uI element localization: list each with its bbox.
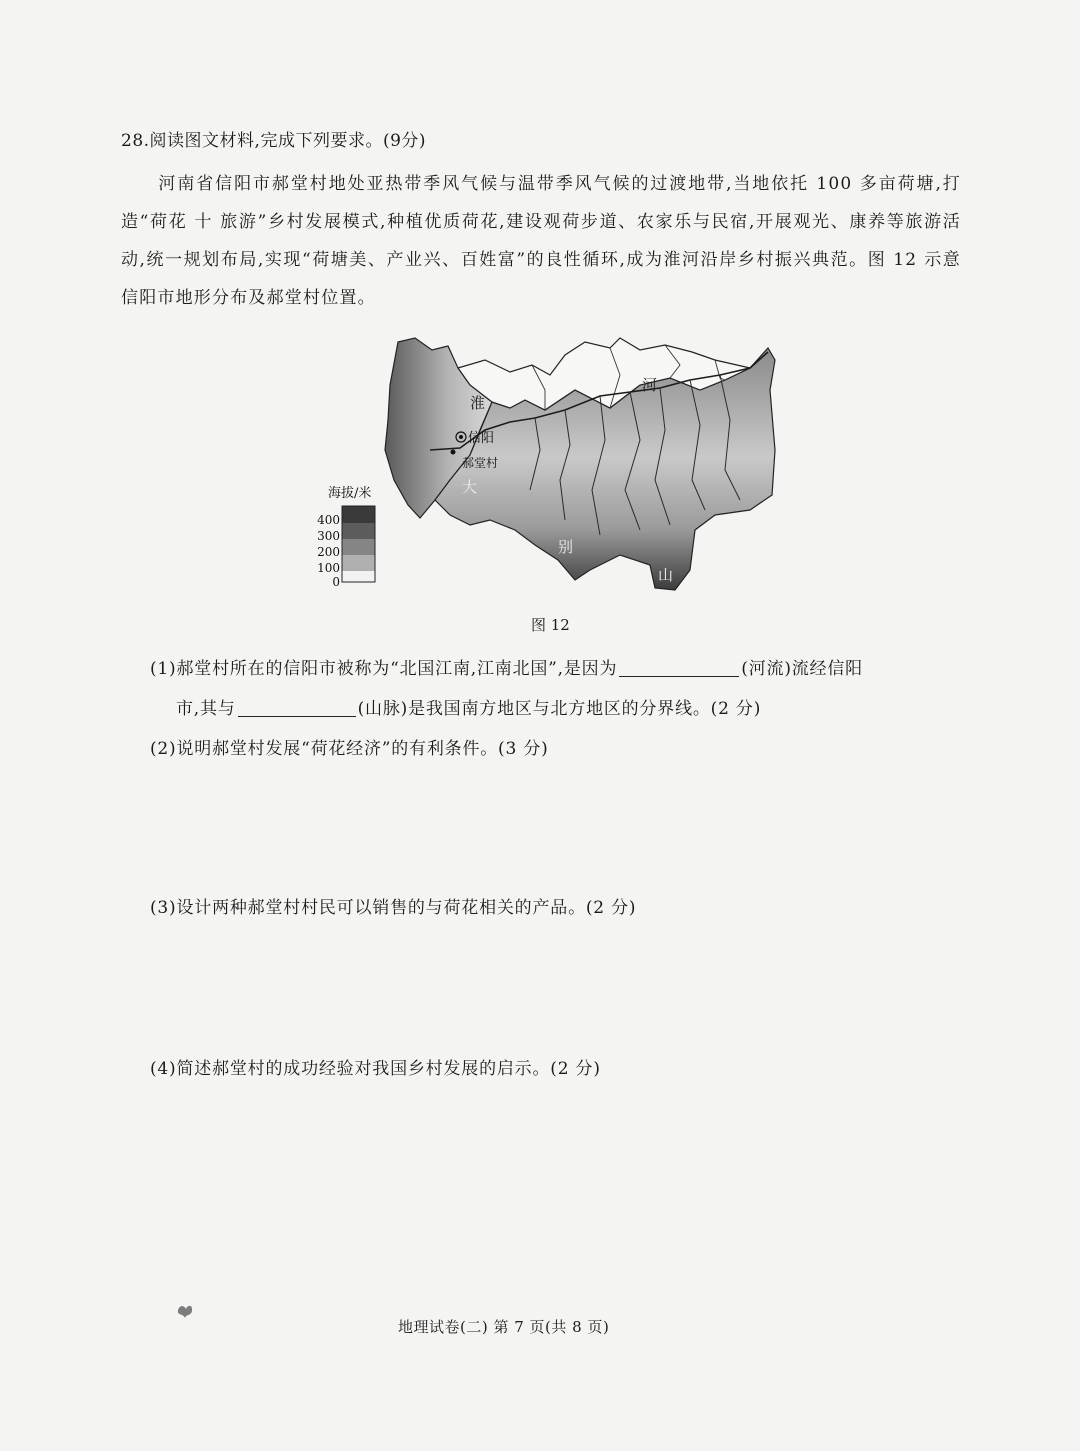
xinyang-terrain-map	[317, 330, 790, 610]
sub-question-1-line-2: 市,其与 (山脉)是我国南方地区与北方地区的分界线。(2 分)	[176, 699, 762, 719]
map-label-mountain-2: 别	[558, 538, 574, 556]
answer-blank-river[interactable]	[619, 658, 739, 677]
sub-question-3: (3)设计两种郝堂村村民可以销售的与荷花相关的产品。(2 分)	[150, 898, 637, 918]
passage-text: 河南省信阳市郝堂村地处亚热带季风气候与温带季风气候的过渡地带,当地依托 100 多亩荷塘,打造“荷花 十 旅游”乡村发展模式,种植优质荷花,建设观荷步道、农家乐与民宿,开展观光、康养等旅游活动,统一规划布局,实现“荷塘美、产业兴、百姓富”的良性循环,成为淮河沿岸乡村振兴典范。图 12 示意信阳市地形分布及郝堂村位置。	[121, 174, 961, 308]
question-header: 28.阅读图文材料,完成下列要求。(9分)	[121, 131, 427, 151]
page-footer: 地理试卷(二) 第 7 页(共 8 页)	[398, 1318, 610, 1336]
legend-tick-200: 200	[317, 545, 340, 559]
answer-blank-mountain[interactable]	[238, 698, 356, 717]
legend-tick-400: 400	[317, 513, 340, 527]
map-label-he: 河	[642, 376, 658, 394]
elevation-legend	[317, 506, 375, 589]
haotang-village-marker	[451, 450, 456, 455]
legend-swatch-0	[342, 571, 375, 582]
question-passage	[121, 165, 961, 317]
legend-tick-300: 300	[317, 529, 340, 543]
figure-caption: 图 12	[531, 616, 570, 634]
legend-swatch-400	[342, 506, 375, 523]
legend-swatch-200	[342, 539, 375, 555]
map-label-mountain-1: 大	[462, 478, 478, 496]
sub-question-1-line-1: (1)郝堂村所在的信阳市被称为“北国江南,江南北国”,是因为 (河流)流经信阳	[150, 659, 863, 679]
map-label-city: 信阳	[468, 431, 495, 446]
sub-question-4: (4)简述郝堂村的成功经验对我国乡村发展的启示。(2 分)	[150, 1059, 601, 1079]
legend-swatch-100	[342, 555, 375, 571]
map-label-huai: 淮	[470, 394, 486, 412]
legend-swatch-300	[342, 523, 375, 539]
legend-title: 海拔/米	[328, 486, 372, 501]
legend-tick-100: 100	[317, 561, 340, 575]
map-label-mountain-3: 山	[658, 566, 674, 584]
terrain-map-figure	[317, 330, 790, 610]
sub-question-2: (2)说明郝堂村发展“荷花经济”的有利条件。(3 分)	[150, 739, 549, 759]
ink-smudge	[176, 1302, 196, 1320]
legend-tick-0: 0	[332, 575, 340, 589]
map-label-village: 郝堂村	[462, 456, 499, 470]
